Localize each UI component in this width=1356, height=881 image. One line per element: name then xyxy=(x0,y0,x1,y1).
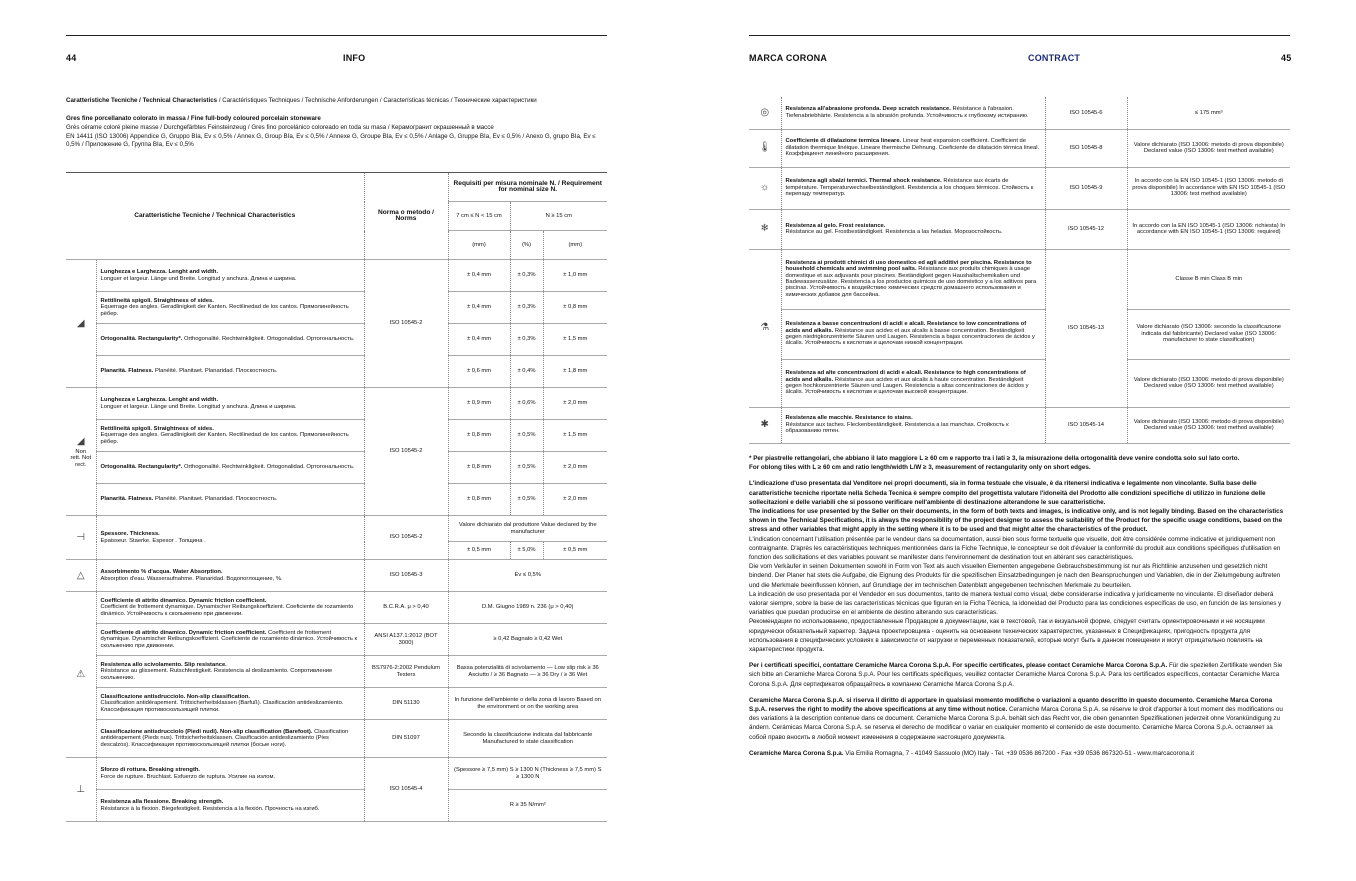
table-cell: Valore dichiarato (ISO 13006: metodo di prova disponibile) Declared value (ISO 13006: test method available) xyxy=(1127,407,1290,443)
page-number: 45 xyxy=(1281,53,1292,63)
cell-text: Coefficiente di attrito dinamico. Dynamic friction coefficient. xyxy=(100,629,267,636)
cell-text: Planarità. Flatness. xyxy=(100,368,154,375)
table-row xyxy=(66,484,607,516)
table-cell: D.M. Giugno 1989 n. 236 (μ > 0,40) xyxy=(448,592,607,624)
table-cell xyxy=(66,516,96,560)
table-cell xyxy=(96,560,364,592)
spec-table-right xyxy=(749,97,1290,444)
header-rule xyxy=(66,35,607,36)
unit-mm: (mm) xyxy=(448,231,510,260)
cell-text: Coefficiente di dilatazione termica lineare. xyxy=(785,138,902,145)
cell-text: Ceramiche Marca Corona S.p.A. si riserva il diritto di apportare in qualsiasi momento modifiche o variazioni a quanto descritto in questo documento. Ceramiche Marca Corona S.p.A. reserves the right to modify the above specifications at any time without notice. xyxy=(749,696,1273,714)
table-cell: ± 0,4 mm xyxy=(448,292,510,324)
cell-text: Resistenza al gelo. Frost resistance. xyxy=(785,222,886,229)
cell-text: Classificazione antisdrucciolo (Piedi nudi). Non-slip classification (Barefoot). xyxy=(100,728,313,735)
cell-text: Resistenza alla flessione. Breaking strength. xyxy=(100,799,224,806)
table-cell: ± 5,0% xyxy=(510,542,543,560)
table-cell: ± 0,6 mm xyxy=(448,356,510,388)
table-row xyxy=(66,720,607,758)
cell-text: Per i certificati specifici, contattare Ceramiche Marca Corona S.p.A. For specific certificates, please contact Ceramiche Marca Corona S.p.A. xyxy=(749,662,1168,670)
table-cell xyxy=(749,209,781,249)
table-cell: ISO 10545-4 xyxy=(364,758,448,822)
table-cell: ± 0,4 mm xyxy=(448,260,510,292)
table-cell: ± 0,5% xyxy=(510,452,543,484)
cell-text: Ortogonalità. Rectangularity*. xyxy=(100,336,183,343)
rectified-tile-icon: ◢ xyxy=(76,317,85,329)
table-cell: ISO 10545-2 xyxy=(364,516,448,560)
cell-text: Lunghezza e Larghezza. Lenght and width. xyxy=(100,269,219,276)
cell-text: Epaisseur. Staerke. Espesor . Толщина . xyxy=(100,537,206,544)
cell-text: Résistance à l'abrasion. Tiefenabriebhärte. Resistencia a la abrasión profunda. Устойчивость к глубокому истиранию. xyxy=(785,106,1029,119)
cell-text: Assorbimento % d'acqua. Water Absorption. xyxy=(100,569,223,576)
table-cell xyxy=(96,656,364,688)
header-rule xyxy=(749,35,1290,36)
unit-percent: (%) xyxy=(510,231,543,260)
table-row xyxy=(749,359,1290,407)
note-address xyxy=(749,749,1289,758)
col-requirement: Requisiti per misura nominale N. / Requirement for nominal size N. xyxy=(448,173,607,202)
intro-subtitle: Gres fine porcellanato colorato in massa / Fine full-body coloured porcelain stoneware xyxy=(66,115,321,122)
table-row xyxy=(66,388,607,420)
abrasion-icon: ◎ xyxy=(760,106,770,118)
cell-text: Spessore. Thickness. xyxy=(100,531,160,538)
table-cell: ± 0,3% xyxy=(510,324,543,356)
table-cell xyxy=(749,167,781,209)
table-cell: ISO 10545-3 xyxy=(364,560,448,592)
table-cell: ≥ 0,42 Bagnato ≥ 0,42 Wet xyxy=(448,624,607,656)
table-cell: ± 0,5 mm xyxy=(448,542,510,560)
cell-text: Classification antidérapement (Pieds nus). Trittsicherheitsklassen. Clasificación antideslizamiento (Pies descalzos). Классификация противоскользящей плитки (босые ноги). xyxy=(100,728,349,748)
notes-block xyxy=(749,454,1289,765)
cell-text: Ortogonalità. Rectangularity*. xyxy=(100,464,183,471)
note-star-it: * Per piastrelle rettangolari, che abbiano il lato maggiore L ≥ 60 cm e rapporto tra i lati ≥ 3, la misurazione della ortogonalità deve venire condotta solo sul lato corto. xyxy=(749,455,1240,462)
cell-text: Classificazione antisdrucciolo. Non-slip classification. xyxy=(100,693,250,700)
rectified-cell xyxy=(66,260,96,388)
table-cell: (Spessore ≥ 7,5 mm) S ≥ 1300 N (Thickness ≥ 7,5 mm) S ≥ 1300 N xyxy=(448,758,607,790)
nonrect-tile-icon: ◢ xyxy=(76,435,85,447)
table-cell: In accordo con la EN ISO 10545-1 (ISO 13006: richiesta) In accordance with EN ISO 10545-1 (ISO 13006: required) xyxy=(1127,209,1290,249)
table-cell: Ev ≤ 0,5% xyxy=(448,560,607,592)
table-cell: Valore dichiarato dal produttore Value declared by the manufacturer xyxy=(448,516,607,542)
cell-text: Resistenza a basse concentrazioni di acidi e alcali. Resistance to low concentrations of acids and alkalis. xyxy=(785,321,1027,334)
intro-title xyxy=(66,97,626,105)
cell-text: Linear heat expansion coefficient. Coefficient de dilatation thermique linéique. Lineare thermische Dehnung. Coeficiente de dilatación térmica lineal. Коэффициент линейного расширения. xyxy=(785,138,1040,158)
table-cell xyxy=(749,97,781,129)
table-cell: ± 1,0 mm xyxy=(543,260,607,292)
table-cell: Valore dichiarato (ISO 13006: metodo di prova disponibile) Declared value (ISO 13006: test method available) xyxy=(1127,129,1290,167)
table-cell: ISO 10545-12 xyxy=(1045,209,1127,249)
cell-text: Orthogonalité. Rechtwinkligkeit. Ortogonalidad. Ортогональность. xyxy=(182,336,355,343)
table-row xyxy=(66,560,607,592)
table-row xyxy=(749,167,1290,209)
cell-text: Resistenza ad alte concentrazioni di acidi e alcali. Resistance to high concentrations of acids and alkalis. xyxy=(785,370,1026,383)
page-number: 44 xyxy=(66,53,77,63)
brand-title: MARCA CORONA xyxy=(749,53,828,63)
table-row xyxy=(66,592,607,624)
norm-cell: ISO 10545-2 xyxy=(364,388,448,516)
cell-text: Orthogonalité. Rechtwinkligkeit. Ortogonalidad. Ортогональность. xyxy=(182,464,355,471)
table-cell: ± 0,9 mm xyxy=(448,388,510,420)
table-cell: B.C.R.A. μ > 0,40 xyxy=(364,592,448,624)
table-cell: BS7976-2:2002 Pendulum Testers xyxy=(364,656,448,688)
cell-text: Planarità. Flatness. xyxy=(100,496,154,503)
table-cell: ISO 10545-14 xyxy=(1045,407,1127,443)
cell-text: Rettilineità spigoli. Straightness of sides. xyxy=(100,425,214,432)
table-row xyxy=(66,758,607,790)
cell-text: Planéité. Planitaet. Planaridad. Плоскостность. xyxy=(153,496,278,503)
table-cell: ± 0,3% xyxy=(510,292,543,324)
table-cell: Valore dichiarato (ISO 13006: metodo di prova disponibile) Declared value (ISO 13006: test method available) xyxy=(1127,359,1290,407)
cell-text: Résistance aux acides et aux alcalis à haute concentration. Beständigkeit gegen hochkonzentrierte Säuren und Laugen. Resistencia a altas concentraciones de ácidos y álcalis. Устойчивость к кислотам и щелочам высокой концентрации. xyxy=(785,376,1029,396)
table-cell xyxy=(66,592,96,758)
cell-text: Résistance aux écarts de température. Temperaturwechselbeständigkeit. Resistencia a los choques térmicos. Стойкость к перепаду температур. xyxy=(785,178,1034,198)
cell-text: Coefficient de frottement dynamique. Dynamischer Reibungskoeffizient. Coeficiente de rozamiento dinámico. Устойчивость к скольжению при движении. xyxy=(100,604,354,617)
table-cell: ± 1,8 mm xyxy=(543,356,607,388)
cell-text: Planéité. Planitaet. Planaridad. Плоскостность. xyxy=(153,368,278,375)
table-row xyxy=(66,688,607,720)
table-row xyxy=(749,407,1290,443)
table-row xyxy=(66,260,607,292)
cell-text: Résistance au gel. Frostbeständigkeit. Resistencia a las heladas. Морозостойкость. xyxy=(785,229,1003,235)
table-cell xyxy=(96,516,364,560)
table-cell xyxy=(96,420,364,452)
table-cell xyxy=(96,260,364,292)
table-cell: Valore dichiarato (ISO 13006: secondo la classificazione indicata dal fabbricante) Declared value (ISO 13006: manufacturer to state classification) xyxy=(1127,309,1290,359)
range-large: N ≥ 15 cm xyxy=(510,202,607,231)
table-cell: ISO 10545-9 xyxy=(1045,167,1127,209)
table-row xyxy=(66,292,607,324)
note-certificates xyxy=(749,661,1289,689)
table-cell xyxy=(749,129,781,167)
unit-mm: (mm) xyxy=(543,231,607,260)
cell-text: Resistenza agli sbalzi termici. Thermal shock resistance. xyxy=(785,178,942,185)
table-cell: ± 1,5 mm xyxy=(543,420,607,452)
stain-icon: ✱ xyxy=(760,419,769,430)
note-use-ru: Рекомендации по использованию, предоставленные Продавцом в документации, как в текстовой, так и визуальной форме, следует считать ориентировочными и не носящими юридически обязательный характер. Задача проектировщика - оценить на основании технических характеристик, указанных в Спецификациях, пригодность продукта для использования в специфических условиях в зависимости от нагрузки и переменных показателей, которые могут быть в данном помещении и могут отрицательно повлиять на характеристики продукта. xyxy=(749,618,1265,654)
table-cell: ± 0,4 mm xyxy=(448,324,510,356)
cell-text: Resistenza ai prodotti chimici di uso domestico ed agli additivi per piscina. Resistance to household chemicals and swimming pool salts. xyxy=(785,259,1032,273)
cell-text: Für die speziellen Zertifikate wenden Sie sich bitte an Ceramiche Marca Corona S.p.A. Pour les certificats spécifiques, veuillez contacter Ceramiche Marca Corona S.p.A. Para los certificados específicos, contactar Ceramiche Marca Corona S.p.A. Для сертификатов обращайтесь в компанию Ceramiche Marca Corona S.p.A. xyxy=(749,662,1283,688)
table-cell: ANSI A137.1:2012 (BOT 3000) xyxy=(364,624,448,656)
note-use-en: The indications for use presented by the Seller on their documents, in the form of both texts and images, is indicative only, and is not legally binding. Based on the characteristics shown in the Technical Specifications, it is always the responsibility of the project designer to assess the suitability of the Product for the specific usage conditions, based on the stress and other variables that might apply in the setting where it is to be used and that might alter the characteristics of the product. xyxy=(749,508,1284,534)
table-cell: ± 1,5 mm xyxy=(543,324,607,356)
table-row xyxy=(749,249,1290,309)
thickness-icon: ⊣ xyxy=(76,531,86,543)
table-cell: ISO 10545-13 xyxy=(1045,249,1127,407)
col-characteristics: Caratteristiche Tecniche / Technical Characteristics xyxy=(66,173,364,260)
cell-text: Non rett. Not rect. xyxy=(70,448,92,468)
water-drop-icon: △ xyxy=(76,569,85,581)
cell-text: Absorption d'eau. Wasseraufnahme. Planaridad. Водопоглощение, %. xyxy=(100,575,283,582)
thermometer-icon: 🌡 xyxy=(758,142,772,153)
cell-text: Résistance aux taches. Fleckenbeständigkeit. Resistencia a las manchas. Стойкость к образованию пятен. xyxy=(785,421,1009,435)
cell-text: Résistance aux acides et aux alcalis à basse concentration. Beständigkeit gegen niedrigkonzentrierte Säuren und Laugen. Resistencia a bajas concentraciones de ácidos y álcalis. Устойчивость к кислотам и щелочам низкой концентрации. xyxy=(785,327,1035,347)
note-use-fr: L'indication concernant l'utilisation présentée par le vendeur dans sa documentation, aussi bien sous forme textuelle que visuelle, doit être considérée comme indicative et juridiquement non contraignante. D'après les caractéristiques techniques mentionnées dans la Fiche Technique, le concepteur se doit d'évaluer la conformité du produit aux conditions spécifiques d'utilisation en fonction des sollicitations et des variables pouvant se manifester dans l'environnement de destination tout en altérant ses caractéristiques. xyxy=(749,535,1281,562)
table-cell xyxy=(66,758,96,822)
table-cell xyxy=(96,688,364,720)
table-cell: ISO 10545-6 xyxy=(1045,97,1127,129)
table-cell xyxy=(96,790,364,822)
cell-text: Rettilineità spigoli. Straightness of sides. xyxy=(100,297,214,304)
table-cell xyxy=(781,359,1045,407)
cell-text: Caratteristiche Tecniche / Technical Characteristics xyxy=(66,97,218,104)
breaking-icon: ⊥ xyxy=(76,783,86,795)
table-cell: Classe B min Class B min xyxy=(1127,249,1290,309)
table-cell: ± 2,0 mm xyxy=(543,388,607,420)
table-row xyxy=(66,790,607,822)
table-cell: DIN 51097 xyxy=(364,720,448,758)
cell-text: Ceramiche Marca Corona S.p.A. se réserve le droit d'apporter à tout moment des modifications ou des variations à la description contenue dans ce document. Ceramiche Marca Corona S.p.A. behält sich das Recht vor, die oben genannten Spezifikationen jederzeit ohne Vorankündigung zu ändern. Cerámicas Marca Corona S.p.A. se reserva el derecho de modificar o variar en cualquier momento el contenido de este documento. Ceramiche Marca Corona S.p.A. оставляет за собой право вносить в любой момент изменения в содержание настоящего документа. xyxy=(749,706,1283,741)
cell-text: Resistenza allo scivolamento. Slip resistance. xyxy=(100,661,227,668)
table-cell xyxy=(96,592,364,624)
table-cell xyxy=(781,209,1045,249)
note-use-de: Die vom Verkäufer in seinen Dokumenten sowohl in Form von Text als auch visuellen Elementen angegebene Gebrauchsbestimmung ist nur als Richtlinie anzusehen und gesetzlich nicht bindend. Der Planer hat stets die Aufgabe, die Eignung des Produkts für die spezifischen Einsatzbedingungen je nach den Beanspruchungen und Variablen, die in der Zielumgebung auftreten und die Merkmale beeinflussen können, auf Grundlage der im technischen Datenblatt angegebenen technischen Merkmale zu beurteilen. xyxy=(749,563,1281,589)
col-norms: Norma o metodo / Norms xyxy=(364,173,448,260)
spec-table-left xyxy=(66,172,607,822)
table-cell: ≤ 175 mm³ xyxy=(1127,97,1290,129)
norm-cell: ISO 10545-2 xyxy=(364,260,448,388)
table-row xyxy=(749,97,1290,129)
table-cell xyxy=(781,167,1045,209)
chemical-icon: ⚗ xyxy=(760,322,770,333)
table-row xyxy=(66,624,607,656)
table-cell xyxy=(96,388,364,420)
table-cell: ISO 10545-8 xyxy=(1045,129,1127,167)
table-cell xyxy=(781,309,1045,359)
slip-icon: ⚠ xyxy=(76,668,86,680)
cell-text: Sforzo di rottura. Breaking strength. xyxy=(100,767,201,774)
table-row xyxy=(66,324,607,356)
note-use-es: La indicación de uso presentada por el Vendedor en sus documentos, tanto de manera textual como visual, debe considerarse indicativa y jurídicamente no vinculante. El diseñador deberá valorar siempre, sobre la base de las características técnicas que figuran en la Ficha Técnica, la idoneidad del Producto para las condiciones específicas de uso, en función de las tensiones y variables que puedan producirse en el ambiente de destino alterando sus características. xyxy=(749,590,1282,617)
table-cell xyxy=(749,249,781,407)
section-title: CONTRACT xyxy=(1028,53,1081,63)
cell-text: Résistance à la flexion. Biegefestigkeit. Resistencia a la flexión. Прочность на изгиб. xyxy=(100,805,320,812)
note-star-en: For oblong tiles with L ≥ 60 cm and ratio length/width L/W ≥ 3, measurement of rectangularity only on short edges. xyxy=(749,464,1091,472)
table-cell: ± 0,5 mm xyxy=(543,542,607,560)
table-cell: ± 2,0 mm xyxy=(543,452,607,484)
table-cell xyxy=(749,407,781,443)
nonrect-cell xyxy=(66,388,96,516)
table-cell: ± 0,5% xyxy=(510,420,543,452)
table-cell xyxy=(66,560,96,592)
table-cell xyxy=(96,452,364,484)
cell-text: Equerrage des angles. Geradlinigkeit der Kanten. Rectilinedad de los cantos. Прямолинейность рёбер. xyxy=(100,304,349,317)
table-cell xyxy=(96,356,364,388)
thermal-shock-icon: ☼ xyxy=(760,182,770,193)
cell-text: Résistance au glissement. Rutschfestigkeit. Resistencia al deslizamiento. Сопротивление скольжению. xyxy=(100,668,333,681)
cell-text: Longuer et largeur. Länge und Breite. Longitud y anchura. Длина и ширина. xyxy=(100,275,297,282)
table-cell: ± 0,6% xyxy=(510,388,543,420)
table-cell: Secondo la classificazione indicata dal fabbricante Manufactured to state classification xyxy=(448,720,607,758)
note-use-it: L'indicazione d'uso presentata dal Venditore nei propri documenti, sia in forma testuale che visuale, è da ritenersi indicativa e legalmente non vincolante. Sulla base delle caratteristiche tecniche riportate nella Scheda Tecnica è sempre compito del progettista valutare l'idoneità del Prodotto alle condizioni specifiche di utilizzo in funzione delle sollecitazioni e delle variabili che si possono verificare nell'ambiente di destinazione alterandone le sue caratteristiche. xyxy=(749,480,1266,506)
cell-text: Via Emilia Romagna, 7 - 41049 Sassuolo (MO) Italy - Tel. +39 0536 867200 - Fax +39 0536 867320-51 - www.marcacorona.it xyxy=(843,749,1194,757)
range-small: 7 cm ≤ N < 15 cm xyxy=(448,202,510,231)
table-cell: DIN 51130 xyxy=(364,688,448,720)
section-title: INFO xyxy=(343,53,366,63)
table-cell: ± 0,8 mm xyxy=(543,292,607,324)
table-cell xyxy=(96,484,364,516)
table-cell: Bassa potenzialità di scivolamento — Low slip risk ≥ 36 Asciutto / ≥ 36 Bagnato — ≥ 36 Dry / ≥ 36 Wet xyxy=(448,656,607,688)
cell-text: Ceramiche Marca Corona S.p.a. xyxy=(749,749,844,757)
cell-text: Resistenza all'abrasione profonda. Deep scratch resistance. xyxy=(785,106,951,113)
table-cell xyxy=(781,97,1045,129)
table-cell xyxy=(96,324,364,356)
table-cell: In accordo con la EN ISO 10545-1 (ISO 13006: metodo di prova disponibile) In accordance with EN ISO 10545-1 (ISO 13006: test method available) xyxy=(1127,167,1290,209)
table-cell xyxy=(781,407,1045,443)
cell-text: Longuer et largeur. Länge und Breite. Longitud y anchura. Длина и ширина. xyxy=(100,403,297,410)
note-modifications xyxy=(749,696,1289,742)
table-cell: ± 2,0 mm xyxy=(543,484,607,516)
table-row xyxy=(66,356,607,388)
table-cell: ± 0,5% xyxy=(510,484,543,516)
intro-line2: EN 14411 (ISO 13006) Appendice G, Gruppo BIa, Ev ≤ 0,5% / Annex G, Group BIa, Ev ≤ 0,5% / Annexe G, Groupe BIa, Ev ≤ 0,5% / Anlage G, Gruppe BIa, Ev ≤ 0,5% / Anexo G, grupo BIa, Ev ≤ 0,5% / Приложение G, Группа BIa, Ev ≤ 0,5% xyxy=(66,133,596,148)
table-cell: ± 0,8 mm xyxy=(448,484,510,516)
cell-text: Lunghezza e Larghezza. Lenght and width. xyxy=(100,397,219,404)
table-cell: ± 0,4% xyxy=(510,356,543,388)
snowflake-icon: ❄ xyxy=(760,223,769,234)
table-row xyxy=(749,209,1290,249)
table-cell xyxy=(96,758,364,790)
cell-text: Classification antidérapement. Trittsicherheitsklassen (Barfuß). Clasificación antideslizamiento. Классификация противоскользящей плитки. xyxy=(100,700,344,713)
table-cell xyxy=(781,249,1045,309)
table-cell: In funzione dell'ambiente o della zona di lavoro Based on the environment or on the working area xyxy=(448,688,607,720)
table-row xyxy=(66,656,607,688)
cell-text: Resistenza alle macchie. Resistance to stains. xyxy=(785,415,913,422)
table-row xyxy=(749,129,1290,167)
table-row xyxy=(66,452,607,484)
table-cell xyxy=(96,624,364,656)
table-cell: ± 0,8 mm xyxy=(448,452,510,484)
table-cell xyxy=(781,129,1045,167)
table-cell xyxy=(96,292,364,324)
table-cell: ± 0,3% xyxy=(510,260,543,292)
table-row xyxy=(66,420,607,452)
cell-text: Equerrage des angles. Geradlinigkeit der Kanten. Rectilinedad de los cantos. Прямолинейность рёбер. xyxy=(100,432,349,445)
intro-line1: Grès cérame coloré pleine masse / Durchgefärbtes Feinsteinzeug / Gres fino porcelánico coloreado en toda su masa / Керамогранит окрашенный в массе xyxy=(66,124,494,131)
table-row xyxy=(749,309,1290,359)
table-row xyxy=(66,516,607,542)
cell-text: / Caractéristiques Techniques / Technische Anforderungen / Características técnicas / Технические характеристики xyxy=(217,97,537,104)
table-cell xyxy=(96,720,364,758)
cell-text: Résistance aux produits chimiques à usage domestique et aux adjuvants pour piscines. Beständigkeit gegen Haushaltschemikalien und Badewasserzusätze. Resistencia a los productos químicos de uso doméstico y a los aditivos para piscinas. Устойчивость к воздействию химических средств домашнего использования и химических добавок для бассейна. xyxy=(785,266,1037,298)
cell-text: Force de rupture. Bruchlast. Esfuerzo de ruptura. Усилие на излом. xyxy=(100,773,276,780)
table-cell: R ≥ 35 N/mm² xyxy=(448,790,607,822)
cell-text: Coefficiente di attrito dinamico. Dynamic friction coefficient. xyxy=(100,597,267,604)
table-cell: ± 0,8 mm xyxy=(448,420,510,452)
cell-text: Coefficient de frottement dynamique. Dynamischer Reibungskoeffizient. Coeficiente de rozamiento dinámico. Устойчивость к скольжению при движении. xyxy=(100,629,358,649)
